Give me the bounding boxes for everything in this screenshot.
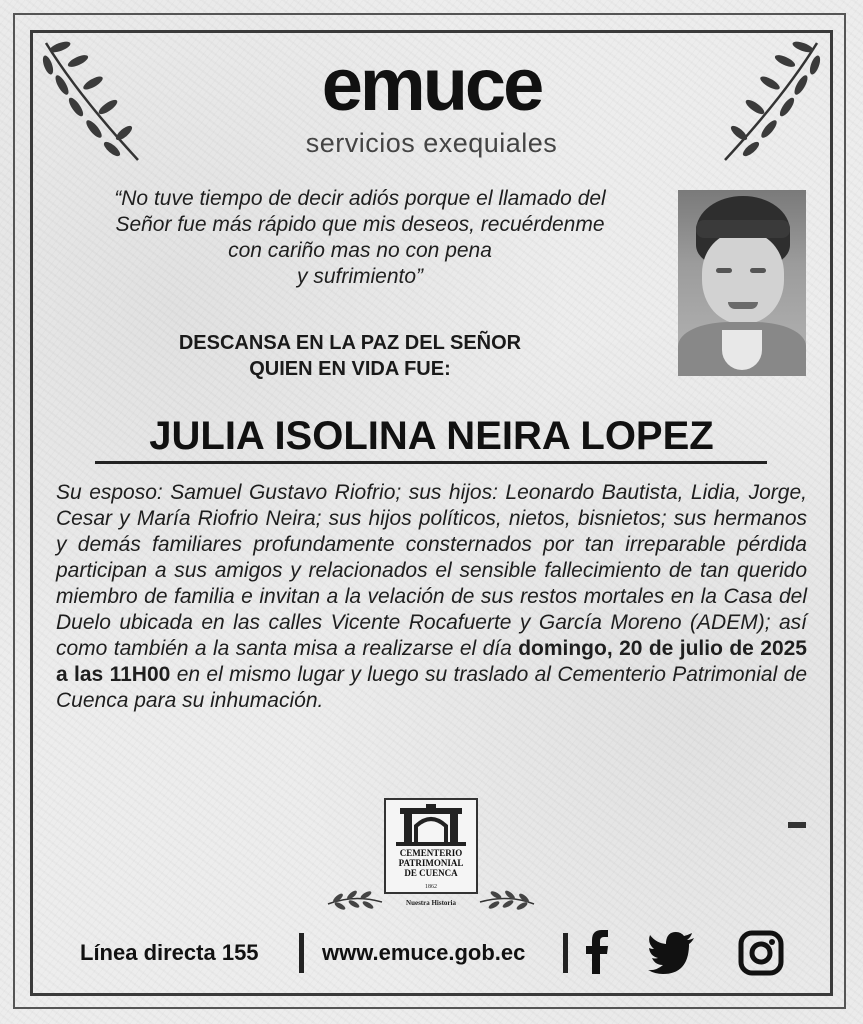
heading-line: QUIEN EN VIDA FUE: <box>249 358 451 380</box>
deceased-name: JULIA ISOLINA NEIRA LOPEZ <box>149 414 714 458</box>
sprig-icon <box>326 886 384 916</box>
instagram-icon[interactable] <box>738 930 784 976</box>
cemetery-year: 1862 <box>425 884 437 890</box>
cemetery-name-line: CEMENTERIO <box>399 848 463 858</box>
cemetery-gate-icon <box>386 802 476 848</box>
website-link[interactable]: www.emuce.gob.ec <box>322 940 526 965</box>
name-underline <box>95 461 767 464</box>
quote-line: “No tuve tiempo de decir adiós porque el llamado del <box>114 187 606 210</box>
cemetery-motto: Nuestra Historia <box>406 899 456 907</box>
service-date-time: domingo, 20 de julio de 2025 a las 11H00 <box>56 637 807 686</box>
cemetery-logo <box>384 798 478 894</box>
announcement-text-before: Su esposo: Samuel Gustavo Riofrio; sus hijos: Leonardo Bautista, Lidia, Jorge, Cesar y María Riofrio Neira; sus hijos políticos, nietos, bisnietos; sus hermanos y demás familiares profundamente consternados por tan irreparable pérdida participan a sus amigos y relacionados el sensible fallecimiento de tan querido miembro de familia e invitan a la velación de sus restos mortales en la Casa del Duelo ubicada en las calles Vicente Rocafuerte y García Moreno (ADEM); así como también a la santa misa a realizarse el día <box>56 481 807 660</box>
epitaph-quote <box>60 186 660 290</box>
announcement-text-after: en el mismo lugar y luego su traslado al Cementerio Patrimonial de Cuenca para su inhumación. <box>56 663 807 712</box>
twitter-icon[interactable] <box>648 930 696 974</box>
separator <box>563 933 568 973</box>
deceased-photo <box>678 190 806 376</box>
contact-line: Línea directa 155 <box>80 940 259 965</box>
cemetery-name-line: PATRIMONIAL <box>398 858 464 868</box>
quote-line: Señor fue más rápido que mis deseos, recuérdenme <box>115 213 605 236</box>
separator <box>299 933 304 973</box>
announcement-text <box>56 480 807 714</box>
sprig-icon <box>478 886 536 916</box>
heading-line: DESCANSA EN LA PAZ DEL SEÑOR <box>178 332 522 354</box>
facebook-icon[interactable] <box>582 930 612 976</box>
brand-tagline: servicios exequiales <box>305 128 558 158</box>
dash-mark <box>788 822 806 828</box>
quote-line: y sufrimiento” <box>296 265 424 288</box>
brand-logo: emuce <box>321 43 542 126</box>
quote-line: con cariño mas no con pena <box>228 239 492 262</box>
cemetery-name-line: DE CUENCA <box>404 868 458 878</box>
rest-in-peace-heading <box>100 330 600 382</box>
